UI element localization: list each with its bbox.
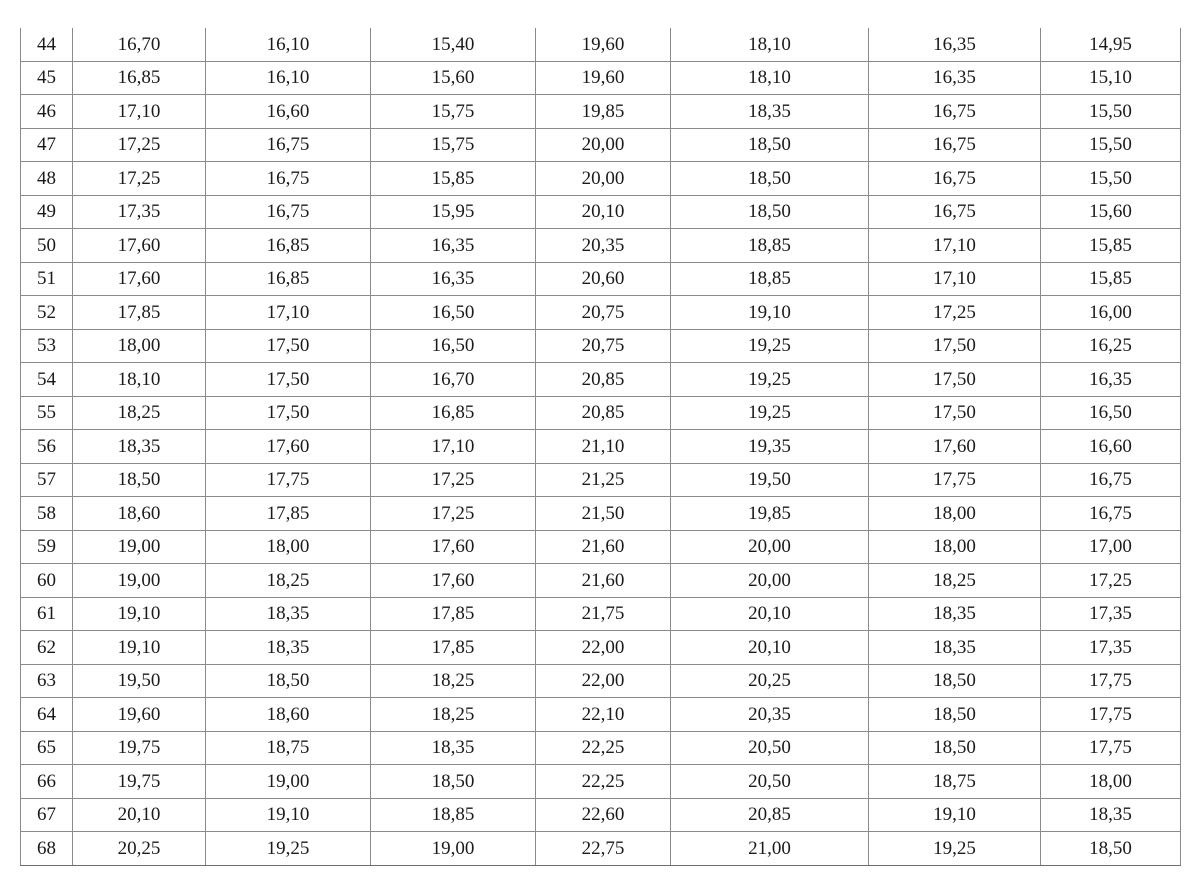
value-cell: 18,60 xyxy=(73,497,206,531)
value-cell: 19,75 xyxy=(73,731,206,765)
value-cell: 16,50 xyxy=(1041,396,1181,430)
value-cell: 17,25 xyxy=(371,463,536,497)
value-cell: 17,85 xyxy=(371,597,536,631)
value-cell: 19,60 xyxy=(536,61,671,95)
row-number-cell: 61 xyxy=(21,597,73,631)
value-cell: 22,25 xyxy=(536,765,671,799)
value-cell: 14,95 xyxy=(1041,28,1181,61)
value-cell: 17,10 xyxy=(73,95,206,129)
value-cell: 17,25 xyxy=(371,497,536,531)
value-cell: 15,50 xyxy=(1041,162,1181,196)
value-cell: 18,25 xyxy=(371,664,536,698)
value-cell: 18,35 xyxy=(371,731,536,765)
value-cell: 16,35 xyxy=(1041,363,1181,397)
table-row xyxy=(21,128,1181,162)
value-cell: 18,75 xyxy=(206,731,371,765)
value-cell: 17,75 xyxy=(206,463,371,497)
value-cell: 18,35 xyxy=(671,95,869,129)
value-cell: 19,10 xyxy=(671,296,869,330)
value-cell: 18,50 xyxy=(371,765,536,799)
value-cell: 16,75 xyxy=(869,128,1041,162)
value-cell: 20,00 xyxy=(536,128,671,162)
value-cell: 17,25 xyxy=(1041,564,1181,598)
value-cell: 15,40 xyxy=(371,28,536,61)
value-cell: 19,10 xyxy=(73,597,206,631)
table-row xyxy=(21,229,1181,263)
value-cell: 15,60 xyxy=(371,61,536,95)
table-row xyxy=(21,597,1181,631)
value-cell: 19,00 xyxy=(206,765,371,799)
table-row xyxy=(21,363,1181,397)
value-cell: 17,60 xyxy=(73,262,206,296)
row-number-cell: 54 xyxy=(21,363,73,397)
value-cell: 16,35 xyxy=(371,229,536,263)
value-cell: 18,35 xyxy=(73,430,206,464)
value-cell: 18,35 xyxy=(206,631,371,665)
table-row xyxy=(21,262,1181,296)
table-row xyxy=(21,631,1181,665)
value-cell: 17,75 xyxy=(1041,698,1181,732)
value-cell: 15,85 xyxy=(1041,229,1181,263)
table-row xyxy=(21,28,1181,61)
value-cell: 20,85 xyxy=(536,363,671,397)
row-number-cell: 49 xyxy=(21,195,73,229)
value-cell: 18,25 xyxy=(371,698,536,732)
table-row xyxy=(21,530,1181,564)
value-cell: 15,85 xyxy=(1041,262,1181,296)
value-cell: 16,75 xyxy=(206,128,371,162)
value-cell: 16,75 xyxy=(1041,463,1181,497)
value-cell: 18,10 xyxy=(671,61,869,95)
value-cell: 18,50 xyxy=(869,698,1041,732)
value-cell: 17,25 xyxy=(73,162,206,196)
value-cell: 15,60 xyxy=(1041,195,1181,229)
value-cell: 19,60 xyxy=(536,28,671,61)
value-cell: 22,00 xyxy=(536,631,671,665)
table-row xyxy=(21,430,1181,464)
row-number-cell: 59 xyxy=(21,530,73,564)
value-cell: 20,75 xyxy=(536,329,671,363)
value-cell: 20,10 xyxy=(536,195,671,229)
row-number-cell: 60 xyxy=(21,564,73,598)
value-cell: 18,00 xyxy=(869,530,1041,564)
table-row xyxy=(21,564,1181,598)
value-cell: 16,85 xyxy=(371,396,536,430)
value-cell: 16,75 xyxy=(206,162,371,196)
row-number-cell: 51 xyxy=(21,262,73,296)
value-cell: 17,00 xyxy=(1041,530,1181,564)
value-cell: 18,50 xyxy=(206,664,371,698)
value-cell: 20,75 xyxy=(536,296,671,330)
value-cell: 17,75 xyxy=(1041,731,1181,765)
value-cell: 19,75 xyxy=(73,765,206,799)
row-number-cell: 48 xyxy=(21,162,73,196)
value-cell: 16,75 xyxy=(1041,497,1181,531)
value-cell: 21,10 xyxy=(536,430,671,464)
value-cell: 16,75 xyxy=(869,162,1041,196)
value-cell: 18,85 xyxy=(671,262,869,296)
value-cell: 17,10 xyxy=(869,229,1041,263)
value-cell: 21,75 xyxy=(536,597,671,631)
value-cell: 20,60 xyxy=(536,262,671,296)
value-cell: 18,25 xyxy=(869,564,1041,598)
value-cell: 19,50 xyxy=(671,463,869,497)
value-cell: 21,50 xyxy=(536,497,671,531)
value-cell: 18,50 xyxy=(869,664,1041,698)
value-cell: 18,85 xyxy=(371,798,536,832)
value-cell: 17,35 xyxy=(1041,631,1181,665)
table-row xyxy=(21,61,1181,95)
table-row xyxy=(21,765,1181,799)
value-cell: 22,75 xyxy=(536,832,671,866)
value-cell: 18,75 xyxy=(869,765,1041,799)
value-cell: 16,85 xyxy=(206,229,371,263)
value-cell: 22,10 xyxy=(536,698,671,732)
value-cell: 22,60 xyxy=(536,798,671,832)
value-cell: 18,35 xyxy=(206,597,371,631)
value-cell: 17,85 xyxy=(73,296,206,330)
value-cell: 20,35 xyxy=(536,229,671,263)
value-cell: 16,00 xyxy=(1041,296,1181,330)
row-number-cell: 56 xyxy=(21,430,73,464)
value-cell: 19,85 xyxy=(536,95,671,129)
value-cell: 16,60 xyxy=(206,95,371,129)
value-cell: 21,25 xyxy=(536,463,671,497)
value-cell: 19,25 xyxy=(671,329,869,363)
row-number-cell: 55 xyxy=(21,396,73,430)
value-cell: 18,50 xyxy=(671,195,869,229)
value-cell: 19,00 xyxy=(73,530,206,564)
value-cell: 15,95 xyxy=(371,195,536,229)
value-cell: 19,25 xyxy=(206,832,371,866)
value-cell: 16,85 xyxy=(73,61,206,95)
value-cell: 18,25 xyxy=(206,564,371,598)
row-number-cell: 45 xyxy=(21,61,73,95)
value-cell: 22,00 xyxy=(536,664,671,698)
value-cell: 17,75 xyxy=(1041,664,1181,698)
row-number-cell: 50 xyxy=(21,229,73,263)
value-cell: 16,35 xyxy=(869,28,1041,61)
value-cell: 18,50 xyxy=(73,463,206,497)
row-number-cell: 66 xyxy=(21,765,73,799)
value-cell: 15,85 xyxy=(371,162,536,196)
row-number-cell: 68 xyxy=(21,832,73,866)
value-cell: 20,00 xyxy=(536,162,671,196)
value-cell: 16,60 xyxy=(1041,430,1181,464)
value-cell: 18,60 xyxy=(206,698,371,732)
value-cell: 18,25 xyxy=(73,396,206,430)
row-number-cell: 65 xyxy=(21,731,73,765)
row-number-cell: 47 xyxy=(21,128,73,162)
value-cell: 20,00 xyxy=(671,530,869,564)
value-cell: 17,50 xyxy=(206,363,371,397)
value-cell: 17,25 xyxy=(73,128,206,162)
table-row xyxy=(21,497,1181,531)
value-cell: 18,00 xyxy=(73,329,206,363)
value-cell: 17,35 xyxy=(73,195,206,229)
value-cell: 18,50 xyxy=(869,731,1041,765)
table-row xyxy=(21,329,1181,363)
table-row xyxy=(21,296,1181,330)
value-cell: 22,25 xyxy=(536,731,671,765)
value-cell: 16,10 xyxy=(206,28,371,61)
table-row xyxy=(21,798,1181,832)
value-cell: 17,35 xyxy=(1041,597,1181,631)
value-cell: 19,25 xyxy=(671,396,869,430)
value-cell: 20,10 xyxy=(671,597,869,631)
value-cell: 21,60 xyxy=(536,530,671,564)
value-cell: 18,00 xyxy=(1041,765,1181,799)
row-number-cell: 62 xyxy=(21,631,73,665)
value-cell: 16,35 xyxy=(371,262,536,296)
value-cell: 17,60 xyxy=(371,530,536,564)
value-cell: 19,50 xyxy=(73,664,206,698)
value-cell: 18,00 xyxy=(206,530,371,564)
value-cell: 19,25 xyxy=(671,363,869,397)
value-cell: 15,50 xyxy=(1041,95,1181,129)
table-row xyxy=(21,396,1181,430)
value-cell: 16,85 xyxy=(206,262,371,296)
value-cell: 20,25 xyxy=(671,664,869,698)
value-cell: 19,00 xyxy=(371,832,536,866)
row-number-cell: 57 xyxy=(21,463,73,497)
value-cell: 18,50 xyxy=(1041,832,1181,866)
value-cell: 17,10 xyxy=(371,430,536,464)
value-cell: 20,50 xyxy=(671,765,869,799)
value-cell: 18,10 xyxy=(671,28,869,61)
value-cell: 17,60 xyxy=(371,564,536,598)
row-number-cell: 52 xyxy=(21,296,73,330)
table-row xyxy=(21,162,1181,196)
value-cell: 20,25 xyxy=(73,832,206,866)
value-cell: 15,75 xyxy=(371,95,536,129)
value-cell: 17,85 xyxy=(371,631,536,665)
value-cell: 20,50 xyxy=(671,731,869,765)
value-cell: 20,85 xyxy=(536,396,671,430)
value-cell: 18,35 xyxy=(869,597,1041,631)
value-cell: 17,10 xyxy=(206,296,371,330)
row-number-cell: 46 xyxy=(21,95,73,129)
value-cell: 19,85 xyxy=(671,497,869,531)
table-row xyxy=(21,731,1181,765)
value-cell: 19,60 xyxy=(73,698,206,732)
value-cell: 15,75 xyxy=(371,128,536,162)
row-number-cell: 58 xyxy=(21,497,73,531)
value-cell: 16,75 xyxy=(206,195,371,229)
value-cell: 19,10 xyxy=(869,798,1041,832)
value-cell: 19,00 xyxy=(73,564,206,598)
value-cell: 16,50 xyxy=(371,296,536,330)
value-cell: 17,10 xyxy=(869,262,1041,296)
row-number-cell: 63 xyxy=(21,664,73,698)
value-cell: 17,85 xyxy=(206,497,371,531)
value-cell: 20,10 xyxy=(671,631,869,665)
value-cell: 16,50 xyxy=(371,329,536,363)
row-number-cell: 44 xyxy=(21,28,73,61)
data-table xyxy=(20,28,1181,866)
row-number-cell: 64 xyxy=(21,698,73,732)
table-body xyxy=(21,28,1181,865)
table-row xyxy=(21,95,1181,129)
value-cell: 20,00 xyxy=(671,564,869,598)
table-row xyxy=(21,463,1181,497)
value-cell: 18,00 xyxy=(869,497,1041,531)
value-cell: 18,35 xyxy=(1041,798,1181,832)
value-cell: 20,85 xyxy=(671,798,869,832)
table-row xyxy=(21,664,1181,698)
value-cell: 17,60 xyxy=(73,229,206,263)
value-cell: 21,00 xyxy=(671,832,869,866)
table-row xyxy=(21,832,1181,866)
value-cell: 17,50 xyxy=(869,363,1041,397)
value-cell: 17,50 xyxy=(869,396,1041,430)
value-cell: 19,10 xyxy=(206,798,371,832)
value-cell: 16,70 xyxy=(73,28,206,61)
value-cell: 18,50 xyxy=(671,162,869,196)
value-cell: 15,50 xyxy=(1041,128,1181,162)
value-cell: 16,75 xyxy=(869,195,1041,229)
value-cell: 19,25 xyxy=(869,832,1041,866)
value-cell: 16,25 xyxy=(1041,329,1181,363)
value-cell: 18,35 xyxy=(869,631,1041,665)
value-cell: 17,60 xyxy=(869,430,1041,464)
value-cell: 17,25 xyxy=(869,296,1041,330)
value-cell: 19,35 xyxy=(671,430,869,464)
value-cell: 20,35 xyxy=(671,698,869,732)
value-cell: 17,50 xyxy=(206,329,371,363)
value-cell: 15,10 xyxy=(1041,61,1181,95)
row-number-cell: 67 xyxy=(21,798,73,832)
value-cell: 19,10 xyxy=(73,631,206,665)
table-row xyxy=(21,195,1181,229)
value-cell: 17,50 xyxy=(206,396,371,430)
value-cell: 16,75 xyxy=(869,95,1041,129)
value-cell: 16,70 xyxy=(371,363,536,397)
value-cell: 18,10 xyxy=(73,363,206,397)
value-cell: 18,85 xyxy=(671,229,869,263)
value-cell: 17,60 xyxy=(206,430,371,464)
value-cell: 18,50 xyxy=(671,128,869,162)
value-cell: 21,60 xyxy=(536,564,671,598)
value-cell: 16,35 xyxy=(869,61,1041,95)
table-row xyxy=(21,698,1181,732)
row-number-cell: 53 xyxy=(21,329,73,363)
value-cell: 17,50 xyxy=(869,329,1041,363)
value-cell: 16,10 xyxy=(206,61,371,95)
value-cell: 17,75 xyxy=(869,463,1041,497)
value-cell: 20,10 xyxy=(73,798,206,832)
